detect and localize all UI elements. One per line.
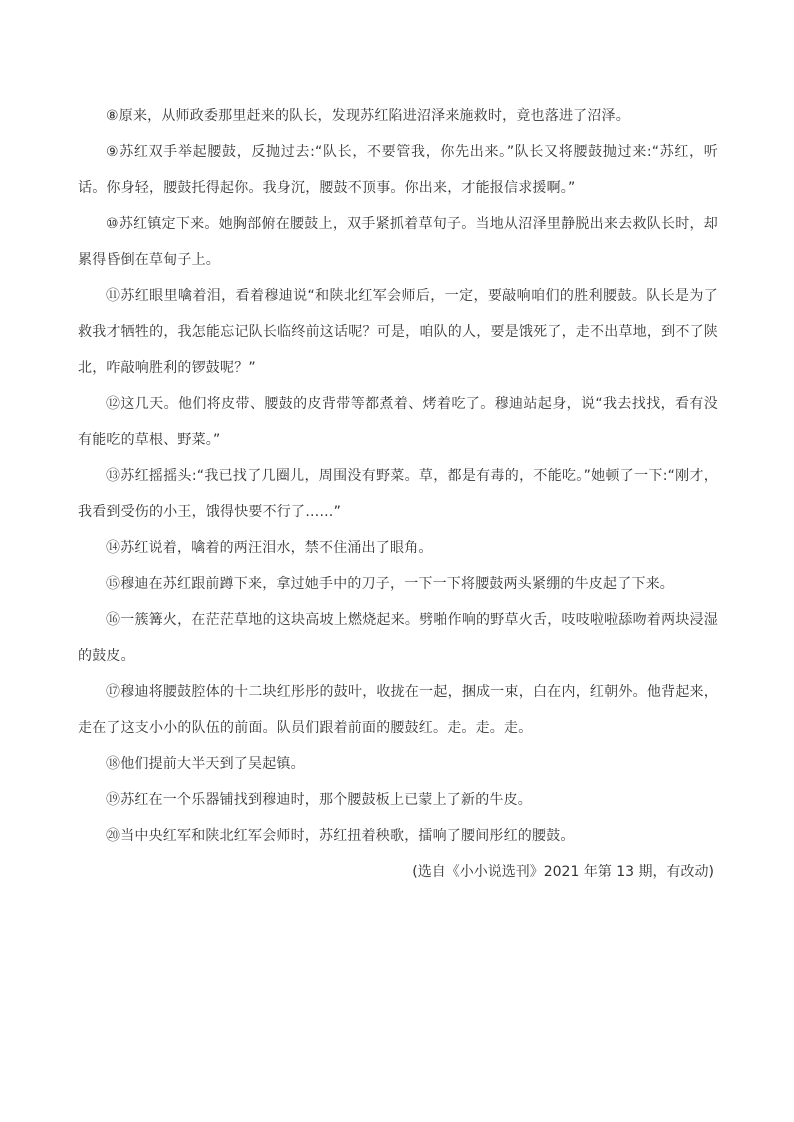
paragraph-16: ⑯一簇篝火，在茫茫草地的这块高坡上燃烧起来。劈啪作响的野草火舌，吱吱啦啦舔吻着两块浸湿的鼓皮。 — [78, 612, 718, 664]
paragraph-9: ⑨苏红双手举起腰鼓，反抛过去:“队长，不要管我，你先出来。”队长又将腰鼓抛过来:“苏红，听话。你身轻，腰鼓托得起你。我身沉，腰鼓不顶事。你出来，才能报信求援啊。” — [78, 144, 718, 196]
paragraph-14: ⑭苏红说着，噙着的两汪泪水，禁不住涌出了眼角。 — [106, 540, 433, 556]
paragraph-11: ⑪苏红眼里噙着泪，看着穆迪说“和陕北红军会师后，一定，要敲响咱们的胜利腰鼓。队长是为了救我才牺牲的，我怎能忘记队长临终前这话呢？可是，咱队的人，要是饿死了，走不出草地，到不了陕北，咋敲响胜利的锣鼓呢？” — [78, 288, 718, 376]
paragraph-10: ⑩苏红镇定下来。她胸部俯在腰鼓上，双手紧抓着草旬子。当地从沼泽里静脱出来去救队长时，却累得昏倒在草甸子上。 — [78, 216, 718, 268]
paragraph-17: ⑰穆迪将腰鼓腔体的十二块红彤彤的鼓叶，收拢在一起，捆成一束，白在内，红朝外。他背起来，走在了这支小小的队伍的前面。队员们跟着前面的腰鼓红。走。走。走。 — [78, 684, 718, 736]
source-note: (选自《小小说选刊》2021 年第 13 期，有改动) — [412, 864, 714, 880]
paragraph-12: ⑫这几天。他们将皮带、腰鼓的皮背带等都煮着、烤着吃了。穆迪站起身，说“我去找找，看有没有能吃的草根、野菜。” — [78, 396, 718, 448]
article-body — [78, 98, 718, 890]
paragraph-15: ⑮穆迪在苏红跟前蹲下来，拿过她手中的刀子，一下一下将腰鼓两头紧绷的牛皮起了下来。 — [106, 576, 674, 592]
paragraph-8: ⑧原来，从师政委那里赶来的队长，发现苏红陷进沼泽来施救时，竟也落进了沼泽。 — [106, 108, 630, 124]
paragraph-18: ⑱他们提前大半天到了吴起镇。 — [106, 756, 305, 772]
paragraph-20: ⑳当中央红军和陕北红军会师时，苏红扭着秧歌，擂响了腰间彤红的腰鼓。 — [106, 828, 575, 844]
paragraph-13: ⑬苏红摇摇头:“我已找了几圈儿，周围没有野菜。草，都是有毒的，不能吃。”她顿了一下:“刚才，我看到受伤的小王，饿得快要不行了……” — [78, 468, 718, 520]
paragraph-19: ⑲苏红在一个乐器铺找到穆迪时，那个腰鼓板上已蒙上了新的牛皮。 — [106, 792, 532, 808]
